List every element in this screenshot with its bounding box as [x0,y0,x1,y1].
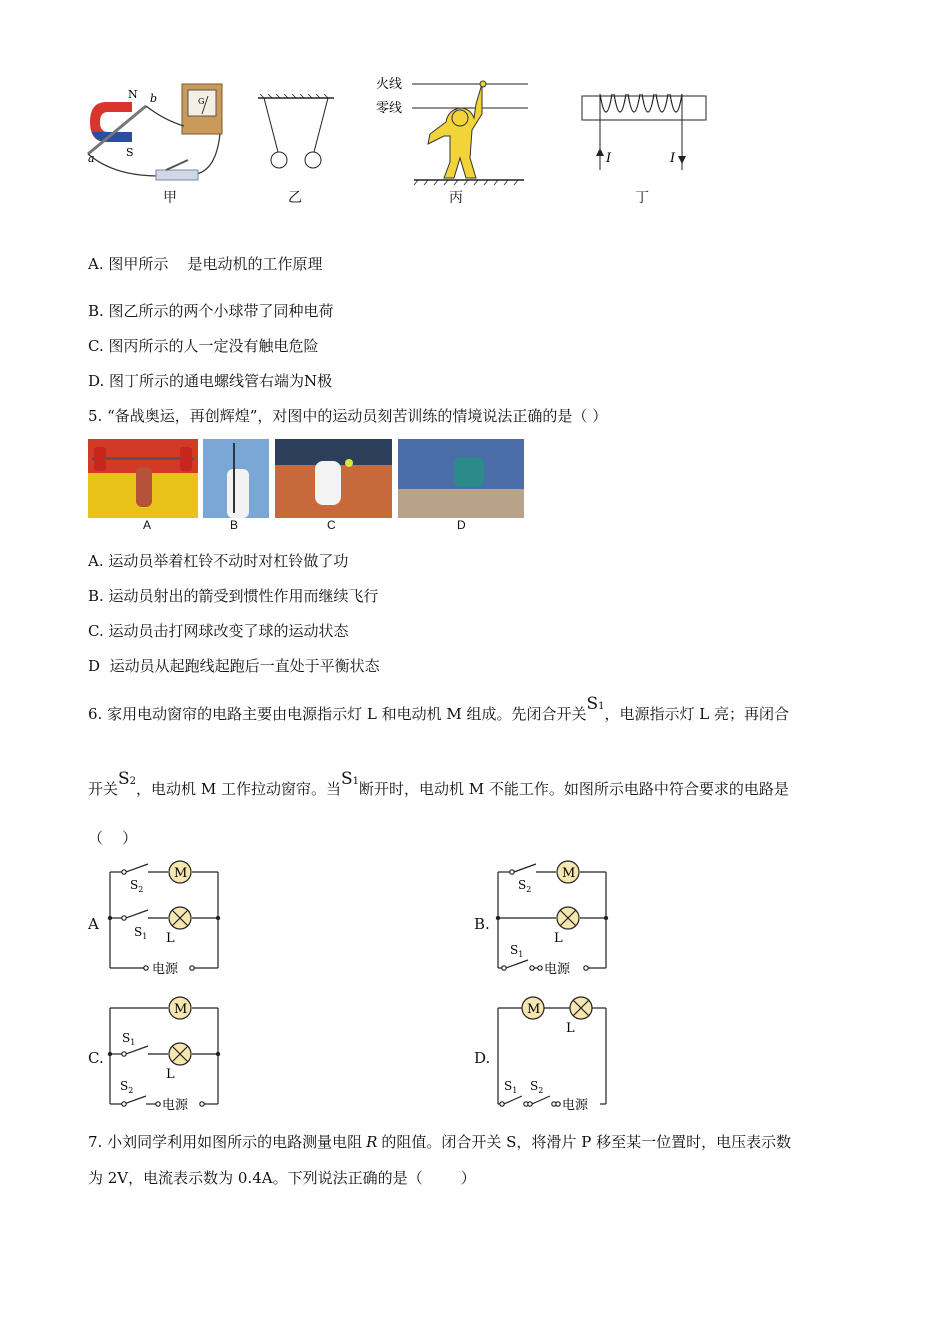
q6-stem-2b: ，电动机 M 工作拉动窗帘。当 [136,780,341,798]
lamp-label: L [554,931,563,946]
q4-option-b: B. 图乙所示的两个小球带了同种电荷 [88,302,334,320]
photo-label-c: C [327,518,336,532]
figure-jia [84,80,224,190]
q5-option-d: D 运动员从起跑线起跑后一直处于平衡状态 [88,657,380,675]
q7-line1b: 的阻值。闭合开关 S，将滑片 P 移至某一位置时，电压表示数 [381,1133,792,1151]
s1-label: $S_1$ [504,1079,518,1095]
motor-label: M [562,866,576,881]
circuit-a [104,856,234,980]
figure-yi [256,94,336,174]
q6-stem-1a: 6. 家用电动窗帘的电路主要由电源指示灯 L 和电动机 M 组成。先闭合开关 [88,705,587,723]
caption-bing: 丙 [449,190,463,206]
q7-line2: 为 2V，电流表示数为 0.4A。下列说法正确的是（ ） [88,1169,476,1187]
label-g: G [198,97,205,106]
caption-jia: 甲 [163,190,177,206]
q5-option-a: A. 运动员举着杠铃不动时对杠铃做了功 [88,552,349,570]
q5-stem: 5. “备战奥运，再创辉煌”，对图中的运动员刻苦训练的情境说法正确的是（ ） [88,407,608,425]
photo-weightlifting [88,439,198,518]
live-wire-label: 火线 [376,77,403,92]
photo-label-b: B [230,518,239,532]
circuit-b-label: B. [474,915,490,933]
q6-stem-1b: ，电源指示灯 L 亮；再闭合 [604,705,790,723]
figure-bing [370,74,530,186]
motor-label: M [527,1002,541,1017]
photo-label-a: A [143,518,152,532]
switch-s1-symbol-2: S1 [340,769,359,789]
q6-stem-line2 [88,769,789,802]
circuit-a-label: A [88,915,99,933]
photo-sprint [398,439,524,518]
circuit-c-label: C. [88,1049,104,1067]
q5-option-c: C. 运动员击打网球改变了球的运动状态 [88,622,349,640]
power-label: 电源 [162,1098,189,1113]
motor-label: M [174,1002,188,1017]
photo-archery [203,439,269,518]
label-b: b [150,92,158,105]
caption-yi: 乙 [288,190,302,206]
s2-label: $S_2$ [120,1079,134,1095]
power-label: 电源 [152,962,179,977]
q4-option-a: A. 图甲所示 是电动机的工作原理 [88,255,323,273]
label-s: S [126,146,134,159]
s1-label: $S_1$ [122,1031,136,1047]
label-n: N [128,88,138,101]
q4-option-d: D. 图丁所示的通电螺线管右端为N极 [88,372,333,390]
circuit-b [492,856,622,980]
power-label: 电源 [544,962,571,977]
photo-label-d: D [457,518,466,532]
circuit-c [104,994,234,1118]
s1-label: $S_1$ [510,943,524,959]
s2-label: $S_2$ [530,1079,544,1095]
lamp-label: L [166,931,175,946]
q6-stem-line3: （ ） [88,829,138,847]
q6-stem-2a: 开关 [88,780,119,798]
current-label-right: I [670,151,676,166]
s2-label: $S_2$ [518,878,532,894]
photo-tennis [275,439,392,518]
q5-option-b: B. 运动员射出的箭受到惯性作用而继续飞行 [88,587,379,605]
q6-stem-2c: 断开时，电动机 M 不能工作。如图所示电路中符合要求的电路是 [358,780,789,798]
caption-ding: 丁 [635,190,649,206]
label-a: a [88,152,95,165]
switch-s2-symbol: S2 [118,769,137,789]
circuit-d [492,994,622,1118]
neutral-wire-label: 零线 [376,101,403,116]
lamp-label: L [166,1067,175,1082]
resistor-symbol: R [366,1133,378,1151]
circuit-d-label: D. [474,1049,491,1067]
s1-label: $S_1$ [134,925,148,941]
q7-line1 [88,1132,791,1152]
power-label: 电源 [562,1098,589,1113]
motor-label: M [174,866,188,881]
current-label-left: I [606,151,612,166]
q6-stem-line1 [88,694,790,727]
figure-ding [580,90,710,174]
q4-option-c: C. 图丙所示的人一定没有触电危险 [88,337,319,355]
lamp-label: L [566,1021,575,1036]
s2-label: $S_2$ [130,878,144,894]
q7-line1a: 7. 小刘同学利用如图所示的电路测量电阻 [88,1133,363,1151]
switch-s1-symbol: S1 [586,694,605,714]
